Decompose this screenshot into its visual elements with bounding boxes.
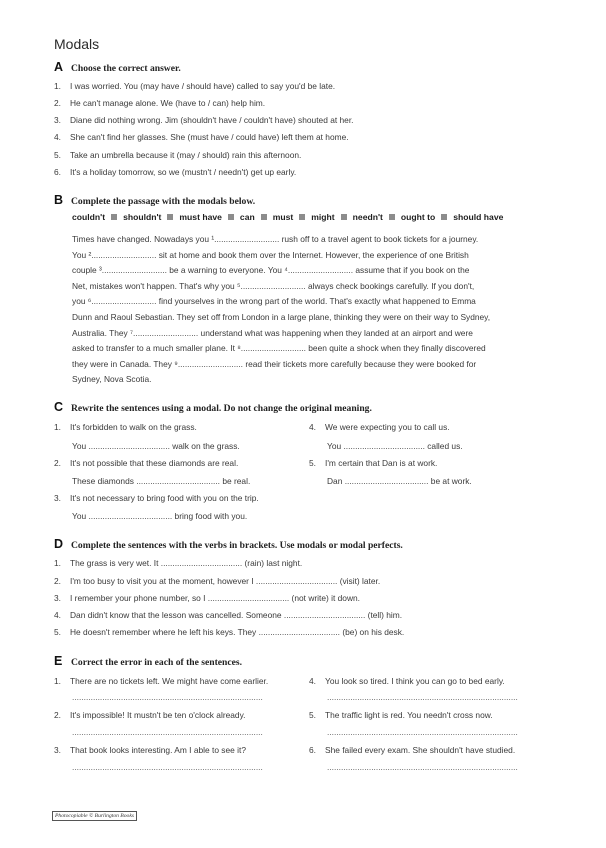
- item-number: 4.: [309, 422, 316, 432]
- item-text: I'm too busy to visit you at the moment, however I ................................... (visit) later.: [70, 576, 381, 586]
- answer-line: ..................................................................................: [72, 762, 263, 772]
- item-number: 3.: [54, 745, 61, 755]
- passage-line: Times have changed. Nowadays you ¹............................ rush off to a travel agent to book tickets for a journey.: [72, 234, 479, 244]
- separator-square-icon: [299, 214, 305, 220]
- separator-square-icon: [261, 214, 267, 220]
- section-letter: B: [54, 193, 64, 207]
- section-e-header: [54, 654, 242, 668]
- section-b-header: [54, 193, 255, 207]
- answer-line: You ................................... called us.: [327, 441, 463, 451]
- item-text: It's a holiday tomorrow, so we (mustn't / needn't) get up early.: [70, 167, 297, 177]
- answer-line: ..................................................................................: [327, 727, 518, 737]
- item-text: Diane did nothing wrong. Jim (shouldn't have / couldn't have) shouted at her.: [70, 115, 354, 125]
- section-a-header: [54, 60, 181, 74]
- passage-line: Net, mistakes won't happen. That's why you ⁵............................ always check bookings carefully. If you don't,: [72, 280, 475, 291]
- item-number: 4.: [54, 610, 61, 620]
- word-bank-item: might: [311, 212, 335, 222]
- section-letter: C: [54, 400, 64, 414]
- section-instruction: Rewrite the sentences using a modal. Do not change the original meaning.: [71, 403, 372, 414]
- word-bank-item: can: [239, 212, 255, 222]
- item-text: She failed every exam. She shouldn't have studied.: [325, 745, 516, 755]
- item-number: 1.: [54, 81, 61, 91]
- item-number: 5.: [309, 458, 316, 468]
- answer-line: ..................................................................................: [327, 692, 518, 702]
- item-text: I remember your phone number, so I ................................... (not write) it down.: [70, 593, 360, 603]
- item-number: 5.: [54, 150, 61, 160]
- section-letter: D: [54, 537, 64, 551]
- word-bank-item: shouldn't: [123, 212, 162, 222]
- item-text: Dan didn't know that the lesson was cancelled. Someone ................................... (tell) him.: [70, 610, 403, 620]
- item-number: 6.: [309, 745, 316, 755]
- answer-line: ..................................................................................: [327, 762, 518, 772]
- passage-line: couple ³............................ be a warning to everyone. You ⁴............................ assume that if you book on the: [72, 265, 470, 276]
- passage-line: You ²............................ sit at home and book them over the Internet. However, the experience of one British: [72, 249, 469, 260]
- item-text: It's forbidden to walk on the grass.: [70, 422, 197, 432]
- item-text: That book looks interesting. Am I able to see it?: [70, 745, 246, 755]
- item-text: It's not possible that these diamonds are real.: [70, 458, 239, 468]
- separator-square-icon: [228, 214, 234, 220]
- item-number: 3.: [54, 115, 61, 125]
- word-bank-item: couldn't: [72, 212, 106, 222]
- separator-square-icon: [167, 214, 173, 220]
- item-text: The traffic light is red. You needn't cross now.: [325, 710, 493, 720]
- word-bank-item: ought to: [400, 212, 436, 222]
- item-number: 1.: [54, 422, 61, 432]
- item-text: Take an umbrella because it (may / should) rain this afternoon.: [70, 150, 302, 160]
- item-text: You look so tired. I think you can go to bed early.: [325, 676, 505, 686]
- answer-line: You ................................... walk on the grass.: [72, 441, 240, 451]
- item-text: It's not necessary to bring food with you on the trip.: [70, 493, 259, 503]
- passage-line: Australia. They ⁷............................ understand what was happening when they landed at an airport and were: [72, 327, 473, 338]
- word-bank-item: should have: [453, 212, 504, 222]
- section-instruction: Choose the correct answer.: [71, 63, 181, 74]
- separator-square-icon: [341, 214, 347, 220]
- item-text: There are no tickets left. We might have come earlier.: [70, 676, 269, 686]
- item-number: 2.: [54, 98, 61, 108]
- section-instruction: Complete the passage with the modals below.: [71, 196, 256, 207]
- item-number: 2.: [54, 710, 61, 720]
- passage-line: you ⁶............................ find yourselves in the wrong part of the world. That's exactly what happened to Emma: [72, 296, 476, 307]
- item-number: 3.: [54, 593, 61, 603]
- item-text: He doesn't remember where he left his keys. They ................................... (be) on his desk.: [70, 627, 405, 637]
- item-number: 2.: [54, 458, 61, 468]
- passage-line: Sydney, Nova Scotia.: [72, 374, 152, 385]
- page-title: Modals: [54, 36, 100, 52]
- answer-line: Dan .................................... be at work.: [327, 476, 472, 486]
- item-text: We were expecting you to call us.: [325, 422, 450, 432]
- item-text: I'm certain that Dan is at work.: [325, 458, 438, 468]
- word-bank-item: must: [272, 212, 294, 222]
- item-number: 6.: [54, 167, 61, 177]
- item-number: 5.: [309, 710, 316, 720]
- section-letter: A: [54, 60, 64, 74]
- section-instruction: Correct the error in each of the sentences.: [71, 657, 243, 668]
- answer-line: These diamonds .................................... be real.: [72, 476, 251, 486]
- separator-square-icon: [389, 214, 395, 220]
- passage-line: Dunn and Raoul Sebastian. They set off from London in a large plane, thinking they were on their way to Sydney,: [72, 311, 491, 322]
- section-instruction: Complete the sentences with the verbs in brackets. Use modals or modal perfects.: [71, 540, 403, 551]
- answer-line: ..................................................................................: [72, 727, 263, 737]
- item-number: 2.: [54, 576, 61, 586]
- item-number: 4.: [309, 676, 316, 686]
- word-bank-item: needn't: [352, 212, 383, 222]
- item-text: He can't manage alone. We (have to / can) help him.: [70, 98, 266, 108]
- copyright-footer: Photocopiable © Burlington Books: [52, 811, 137, 821]
- item-text: She can't find her glasses. She (must have / could have) left them at home.: [70, 132, 349, 142]
- answer-line: You .................................... bring food with you.: [72, 511, 248, 521]
- separator-square-icon: [441, 214, 447, 220]
- item-number: 1.: [54, 676, 61, 686]
- item-number: 4.: [54, 132, 61, 142]
- word-bank-item: must have: [179, 212, 222, 222]
- item-number: 5.: [54, 627, 61, 637]
- passage-line: they were in Canada. They ⁹............................ read their tickets more carefully because they were booked for: [72, 358, 477, 369]
- section-letter: E: [54, 654, 63, 668]
- section-d-header: [54, 537, 403, 551]
- separator-square-icon: [111, 214, 117, 220]
- passage: [72, 232, 556, 388]
- word-bank: [72, 212, 503, 222]
- item-number: 1.: [54, 558, 61, 568]
- item-text: I was worried. You (may have / should have) called to say you'd be late.: [70, 81, 336, 91]
- item-number: 3.: [54, 493, 61, 503]
- passage-line: asked to transfer to a much smaller plane. It ⁸............................ been quite a shock when they finally discovered: [72, 343, 486, 354]
- section-c-header: [54, 400, 372, 414]
- item-text: It's impossible! It mustn't be ten o'clock already.: [70, 710, 246, 720]
- answer-line: ..................................................................................: [72, 692, 263, 702]
- item-text: The grass is very wet. It ................................... (rain) last night.: [70, 558, 303, 568]
